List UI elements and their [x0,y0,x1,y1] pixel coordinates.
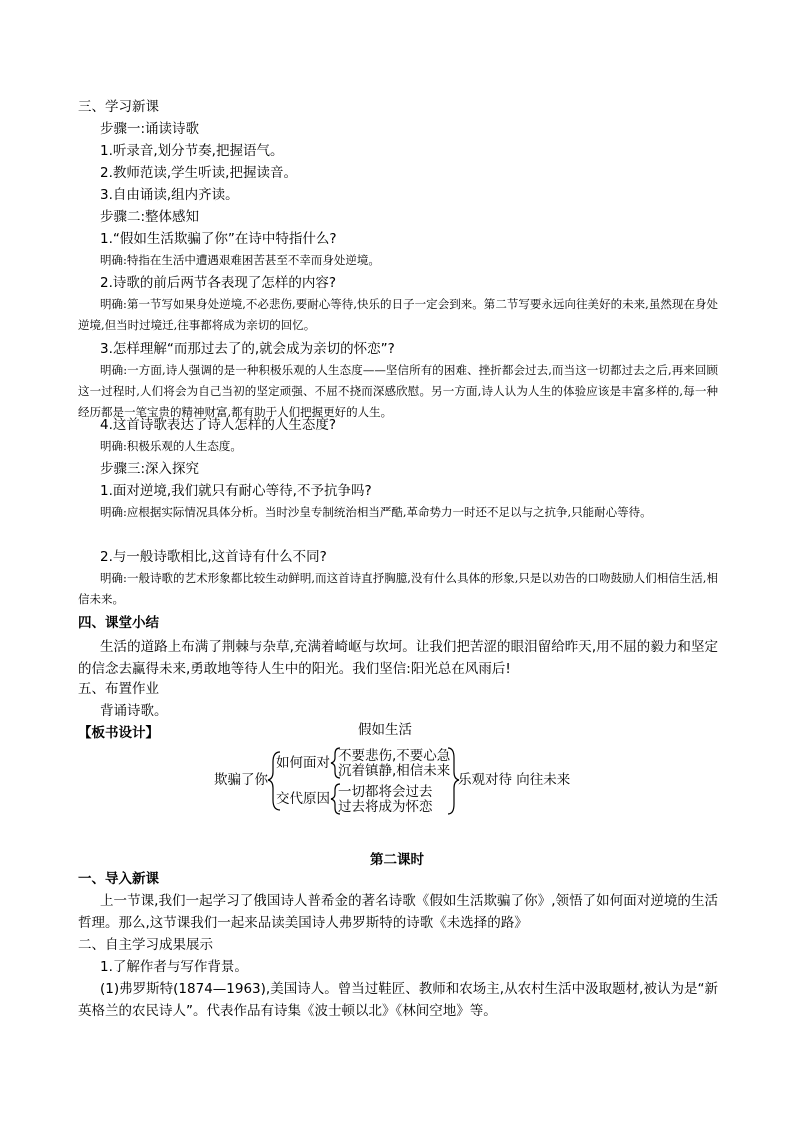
board-leaf-2: 沉着镇静,相信未来 [338,763,451,779]
step2-title: 步骤二:整体感知 [100,209,200,225]
step3-question-1: 1.面对逆境,我们就只有耐心等待,不予抗争吗? [100,483,372,499]
step3-question-2: 2.与一般诗歌相比,这首诗有什么不同? [100,549,327,565]
section5-homework: 背诵诗歌。 [100,703,168,719]
lesson2-item-1: 1.了解作者与写作背景。 [100,959,248,975]
board-heading: 【板书设计】 [78,725,159,741]
step2-question-4: 4.这首诗歌表达了诗人怎样的人生态度? [100,417,337,433]
board-leaf-3: 一切都将会过去 [338,784,433,800]
step2-answer-1: 明确:特指在生活中遭遇艰难困苦甚至不幸而身处逆境。 [100,253,380,267]
step2-question-1: 1.“假如生活欺骗了你”在诗中特指什么? [100,231,337,247]
board-leaf-4: 过去将成为怀恋 [338,799,433,815]
step3-answer-2: 明确:一般诗歌的艺术形象都比较生动鲜明,而这首诗直抒胸臆,没有什么具体的形象,只是以劝告的口吻鼓励人们相信生活,相信未来。 [78,571,718,606]
board-left-label: 欺骗了你 [214,772,268,788]
lesson2-section1-heading: 一、导入新课 [78,871,159,887]
step2-question-3: 3.怎样理解“而那过去了的,就会成为亲切的怀恋”? [100,341,395,357]
step2-answer-4: 明确:积极乐观的人生态度。 [100,439,242,453]
board-title: 假如生活 [358,722,412,738]
step3-title: 步骤三:深入探究 [100,461,200,477]
board-leaf-1: 不要悲伤,不要心急 [338,748,451,764]
board-branch-1: 如何面对 [276,755,330,771]
step2-answer-2: 明确:第一节写如果身处逆境,不必悲伤,要耐心等待,快乐的日子一定会到来。第二节写要永远向往美好的未来,虽然现在身处逆境,但当时过境迁,往事都将成为亲切的回忆。 [78,297,718,332]
lesson2-intro: 上一节课,我们一起学习了俄国诗人普希金的著名诗歌《假如生活欺骗了你》,领悟了如何面对逆境的生活哲理。那么,这节课我们一起来品读美国诗人弗罗斯特的诗歌《未选择的路》 [78,893,718,931]
step2-question-2: 2.诗歌的前后两节各表现了怎样的内容? [100,275,337,291]
step3-answer-1: 明确:应根据实际情况具体分析。当时沙皇专制统治相当严酷,革命势力一时还不足以与之抗争,只能耐心等待。 [100,505,652,519]
step2-answer-3: 明确:一方面,诗人强调的是一种积极乐观的人生态度——坚信所有的困难、挫折都会过去,而当这一切都过去之后,再来回顾这一过程时,人们将会为自己当初的坚定顽强、不屈不挠而深感欣慰。另一方面,诗人认为人生的体验应该是丰富多样的,每一种经历都是一笔宝贵的精神财富,都有助于人们把握更好的人生。 [78,363,718,419]
step1-item-1: 1.听录音,划分节奏,把握语气。 [100,143,284,159]
section5-heading: 五、布置作业 [78,681,159,697]
lesson2-author-bio: (1)弗罗斯特(1874—1963),美国诗人。曾当过鞋匠、教师和农场主,从农村生活中汲取题材,被认为是“新英格兰的农民诗人”。代表作品有诗集《波士顿以北》《林间空地》等。 [78,981,718,1019]
board-branch-2: 交代原因 [276,791,330,807]
step1-item-2: 2.教师范读,学生听读,把握读音。 [100,165,297,181]
section3-heading: 三、学习新课 [78,99,159,115]
board-right-label: 乐观对待 向往未来 [458,772,571,788]
board-diagram [210,722,610,822]
section4-heading: 四、课堂小结 [78,615,159,631]
section4-summary: 生活的道路上布满了荆棘与杂草,充满着崎岖与坎坷。让我们把苦涩的眼泪留给昨天,用不屈的毅力和坚定的信念去赢得未来,勇敢地等待人生中的阳光。我们坚信:阳光总在风雨后! [78,639,718,677]
lesson2-section2-heading: 二、自主学习成果展示 [78,937,213,953]
lesson2-title: 第二课时 [370,852,424,868]
step1-title: 步骤一:诵读诗歌 [100,121,200,137]
step1-item-3: 3.自由诵读,组内齐读。 [100,187,239,203]
